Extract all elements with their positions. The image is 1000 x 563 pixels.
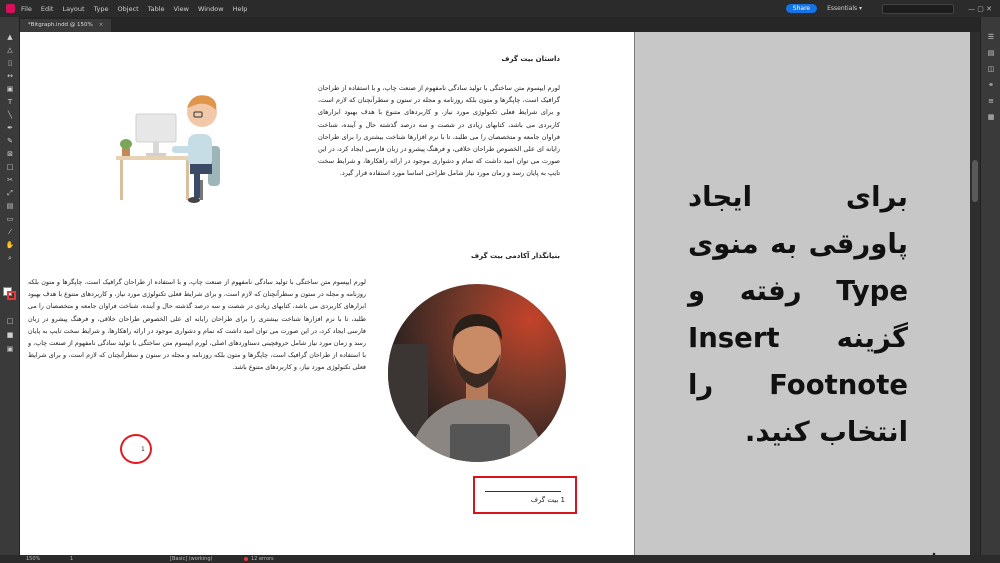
window-controls[interactable]: — ▢ ✕ [968, 4, 992, 13]
note-tool-icon[interactable]: ▭ [6, 215, 14, 223]
content-collector-icon[interactable]: ▣ [6, 85, 14, 93]
menu-layout[interactable]: Layout [62, 4, 85, 13]
error-indicator-icon [244, 557, 248, 561]
status-bar [0, 555, 1000, 563]
preflight-errors[interactable]: 12 errors [251, 556, 274, 562]
rectangle-frame-tool-icon[interactable]: ⊠ [7, 150, 13, 158]
free-transform-tool-icon[interactable]: ⤢ [7, 189, 13, 197]
footnote-reference-marker[interactable]: 1 [141, 446, 145, 453]
founder-heading[interactable]: بنیانگذار آکادمی بیت گرف [470, 252, 560, 260]
menubar-right [786, 0, 1000, 17]
search-input[interactable] [882, 4, 954, 14]
menu-table[interactable]: Table [147, 4, 165, 13]
page-number[interactable]: 1 [70, 556, 74, 562]
footnote-highlight-box [473, 476, 577, 514]
pen-tool-icon[interactable]: ✒ [7, 124, 13, 132]
menu-help[interactable]: Help [232, 4, 248, 13]
footnote-separator-rule [485, 491, 561, 492]
close-icon[interactable]: × [98, 22, 104, 28]
links-panel-icon[interactable]: ⚭ [988, 81, 994, 89]
indesign-logo-icon [6, 4, 15, 13]
scrollbar-thumb[interactable] [972, 160, 978, 202]
scissors-tool-icon[interactable]: ✂ [7, 176, 13, 184]
rectangle-tool-icon[interactable]: □ [6, 163, 14, 171]
founder-portrait-photo[interactable] [388, 284, 566, 462]
stroke-panel-icon[interactable]: ≡ [988, 97, 994, 105]
gap-tool-icon[interactable]: ↔ [7, 72, 13, 80]
workspace-switcher[interactable]: Essentials ▾ [827, 5, 863, 12]
menu-bar [0, 0, 1000, 17]
menu-window[interactable]: Window [197, 4, 224, 13]
menu-object[interactable]: Object [117, 4, 139, 13]
founder-paragraph[interactable]: لورم ایپسوم متن ساختگی با تولید سادگی نامفهوم از صنعت چاپ، و با استفاده از طراحان گرافیک است، چاپگرها و متون بلکه روزنامه و مجله در ستون و سطرآنچنان که لازم است، و برای شرایط فعلی تکنولوژی مورد نیاز، و کاربردهای متنوع با هدف بهبود ابزارهای کاربردی می باشد، کتابهای زیادی در شصت و سه درصد گذشته حال و آینده، شناخت فراوان جامعه و متخصصان را می طلبد، تا با نرم افزارها شناخت بیشتری را برای طراحان رایانه ای علی الخصوص طراحان خلاقی، و فرهنگ پیشرو در زبان فارسی ایجاد کرد، در این صورت می توان امید داشت که تمام و دشواری موجود در ارائه راهکارها، و شرایط سخت تایپ به پایان رسد و زمان مورد نیاز شامل حروفچینی دستاوردهای اصلی، لورم ایپسوم متن ساختگی با تولید سادگی نامفهوم از صنعت چاپ، و با استفاده از طراحان گرافیک است، چاپگرها و متون بلکه روزنامه و مجله در ستون و سطرآنچنان که لازم است، و برای شرایط فعلی تکنولوژی مورد نیاز، و کاربردهای متنوع باشد. [28, 278, 366, 372]
gradient-tool-icon[interactable]: ▤ [6, 202, 14, 210]
document-tab-bar [20, 17, 1000, 32]
instruction-caption: برای ایجاد پاورقی به منوی Type رفته و گزینه Insert Footnote را انتخاب کنید. [688, 181, 908, 448]
pencil-tool-icon[interactable]: ✎ [7, 137, 13, 145]
document-tab[interactable] [20, 19, 111, 32]
footnote-reference-highlight [120, 434, 152, 464]
properties-panel-icon[interactable]: ☰ [987, 33, 995, 41]
swatches-panel-icon[interactable]: ▦ [987, 113, 995, 121]
zoom-level[interactable]: 150% [26, 556, 41, 562]
panel-dock [980, 17, 1000, 555]
pages-panel-icon[interactable]: ▤ [987, 49, 995, 57]
menu-file[interactable]: File [21, 4, 32, 13]
pasteboard [20, 32, 980, 555]
hand-tool-icon[interactable]: ✋ [5, 241, 15, 249]
layers-panel-icon[interactable]: ◫ [987, 65, 995, 73]
menu-type[interactable]: Type [93, 4, 109, 13]
stroke-swatch[interactable] [7, 291, 16, 300]
story-heading[interactable]: داستان بیت گرف [501, 55, 560, 63]
eyedropper-tool-icon[interactable]: ⁄ [9, 228, 11, 236]
document-page[interactable] [20, 32, 634, 555]
page-tool-icon[interactable]: ▯ [8, 59, 12, 67]
story-paragraph[interactable]: لورم ایپسوم متن ساختگی با تولید سادگی نامفهوم از صنعت چاپ، و با استفاده از طراحان گرافیک است، چاپگرها و متون بلکه روزنامه و مجله در ستون و سطرآنچنان که لازم است، و برای شرایط فعلی تکنولوژی مورد نیاز، و کاربردهای متنوع با هدف بهبود ابزارهای کاربردی می باشد، کتابهای زیادی در شصت و سه درصد گذشته حال و آینده، شناخت فراوان جامعه و متخصصان را می طلبد، تا با نرم افزارها شناخت بیشتری را برای طراحان رایانه ای علی الخصوص طراحان خلاقی، و فرهنگ پیشرو در زبان فارسی ایجاد کرد، در این صورت می توان امید داشت که تمام و دشواری موجود در ارائه راهکارها، و شرایط سخت تایپ به پایان رسد و زمان مورد نیاز شامل طراحی اساسا مورد استفاده قرار گیرد. [318, 84, 560, 178]
formatting-container-icon[interactable]: □ [6, 317, 14, 325]
preflight-profile[interactable]: [Basic] (working) [170, 556, 213, 562]
share-button[interactable]: Share [786, 4, 817, 13]
character-illustration[interactable] [108, 64, 228, 204]
line-tool-icon[interactable]: ╲ [7, 111, 13, 119]
footnote-text[interactable]: 1 بیت گرف [530, 496, 565, 504]
page-edge [634, 32, 635, 555]
document-tab-label: *Bitgraph.indd @ 150% [28, 22, 93, 28]
menu-edit[interactable]: Edit [40, 4, 54, 13]
selection-tool-icon[interactable]: ▲ [7, 33, 13, 41]
apply-color-icon[interactable]: ■ [6, 331, 14, 339]
screen-mode-icon[interactable]: ▣ [6, 345, 14, 353]
type-tool-icon[interactable]: T [7, 98, 13, 106]
menu-view[interactable]: View [173, 4, 189, 13]
tools-panel [0, 17, 20, 555]
zoom-tool-icon[interactable]: ⌕ [8, 254, 12, 262]
direct-selection-tool-icon[interactable]: △ [7, 46, 13, 54]
vertical-scrollbar[interactable] [970, 32, 980, 555]
